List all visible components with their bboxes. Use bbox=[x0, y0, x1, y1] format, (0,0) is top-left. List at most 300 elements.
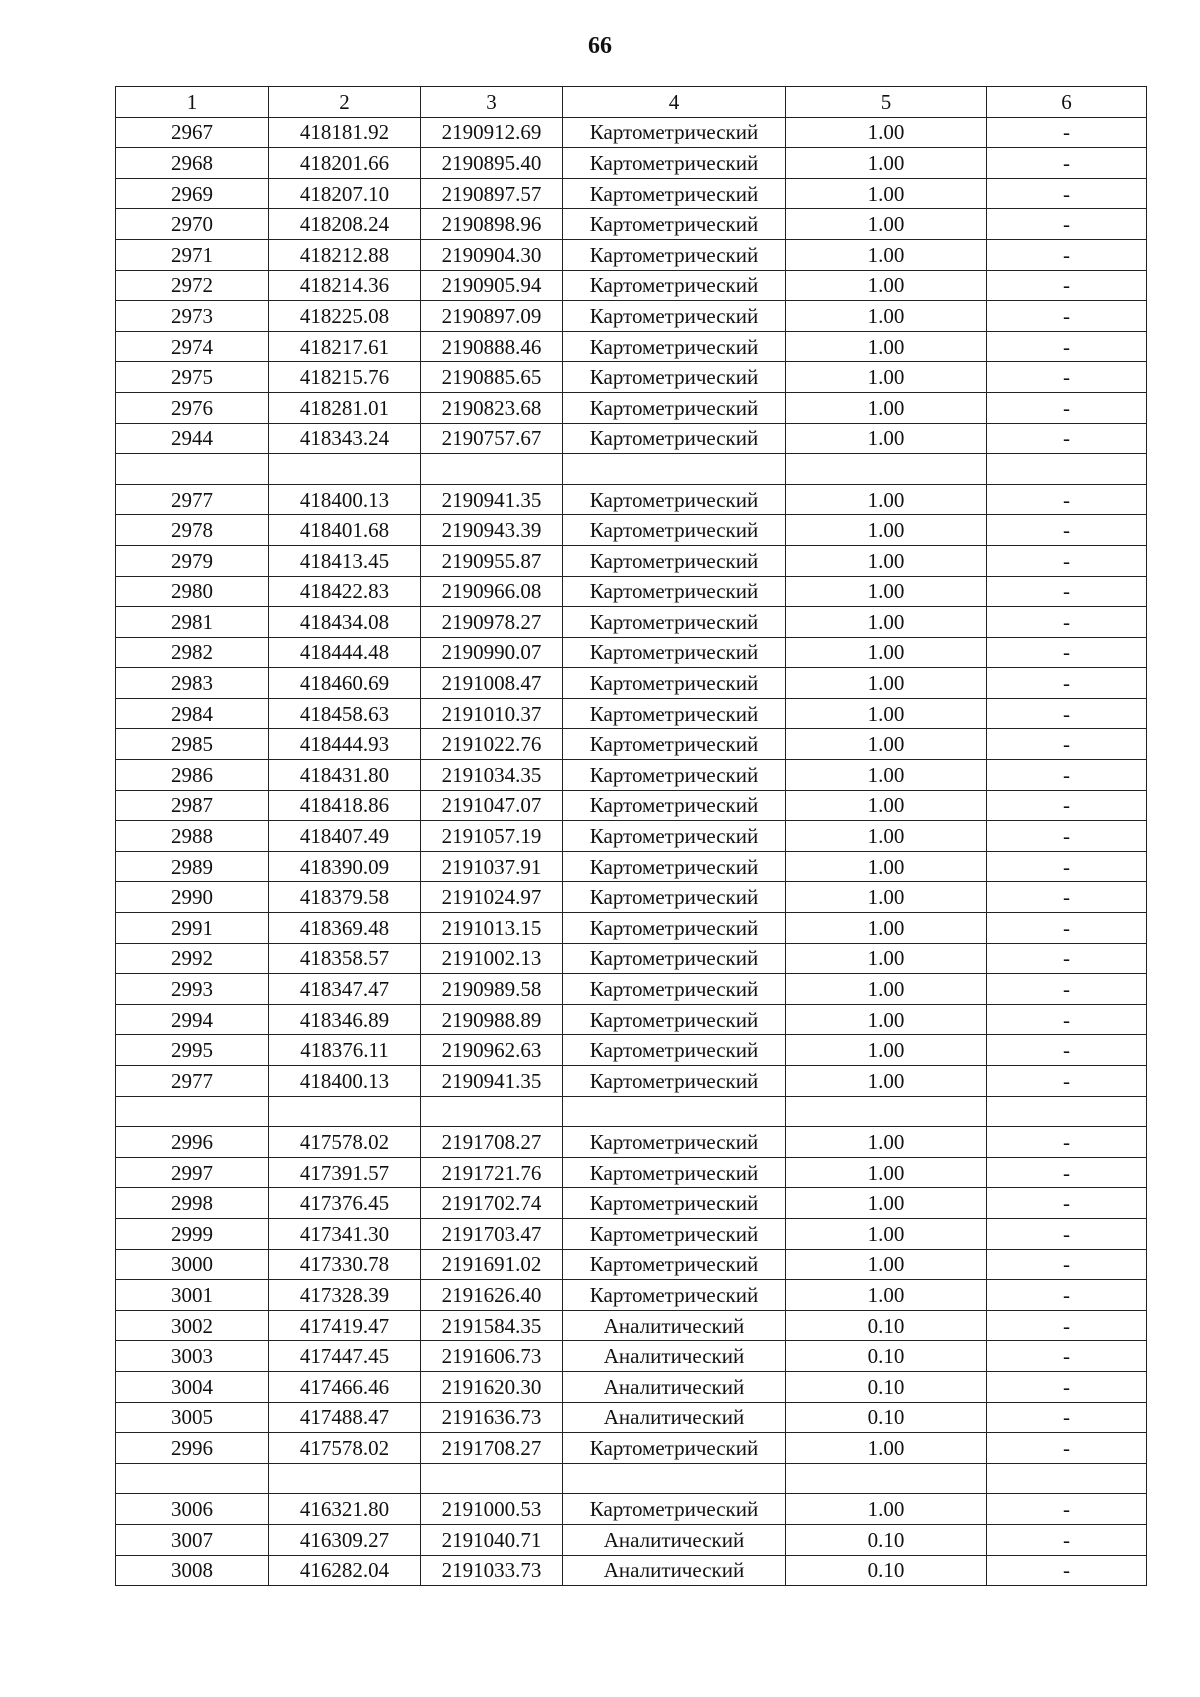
table-row bbox=[116, 392, 1147, 423]
point-number-cell: 2986 bbox=[116, 760, 269, 791]
table-row bbox=[116, 1218, 1147, 1249]
point-number-cell: 2944 bbox=[116, 423, 269, 454]
method-cell: Картометрический bbox=[563, 607, 786, 638]
point-number-cell: 2970 bbox=[116, 209, 269, 240]
y-coordinate-cell: 2190988.89 bbox=[421, 1004, 563, 1035]
point-number-cell: 2998 bbox=[116, 1188, 269, 1219]
note-cell: - bbox=[987, 270, 1147, 301]
point-number-cell: 2973 bbox=[116, 301, 269, 332]
x-coordinate-cell: 417488.47 bbox=[269, 1402, 421, 1433]
x-coordinate-cell: 418212.88 bbox=[269, 239, 421, 270]
y-coordinate-cell: 2190966.08 bbox=[421, 576, 563, 607]
x-coordinate-cell: 418431.80 bbox=[269, 760, 421, 791]
point-number-cell: 2971 bbox=[116, 239, 269, 270]
table-row bbox=[116, 1035, 1147, 1066]
point-number-cell: 2978 bbox=[116, 515, 269, 546]
accuracy-cell: 1.00 bbox=[786, 1494, 987, 1525]
table-row bbox=[116, 1371, 1147, 1402]
x-coordinate-cell: 418358.57 bbox=[269, 943, 421, 974]
coordinates-table bbox=[115, 86, 1147, 1586]
note-cell: - bbox=[987, 1433, 1147, 1464]
note-cell: - bbox=[987, 1188, 1147, 1219]
method-cell: Картометрический bbox=[563, 974, 786, 1005]
note-cell: - bbox=[987, 301, 1147, 332]
x-coordinate-cell: 416282.04 bbox=[269, 1555, 421, 1586]
method-cell: Картометрический bbox=[563, 576, 786, 607]
note-cell: - bbox=[987, 1249, 1147, 1280]
accuracy-cell: 1.00 bbox=[786, 851, 987, 882]
method-cell: Картометрический bbox=[563, 1066, 786, 1097]
method-cell: Картометрический bbox=[563, 1280, 786, 1311]
table-row bbox=[116, 1096, 1147, 1127]
table-row bbox=[116, 1249, 1147, 1280]
accuracy-cell: 1.00 bbox=[786, 1157, 987, 1188]
point-number-cell: 2995 bbox=[116, 1035, 269, 1066]
x-coordinate-cell: 418460.69 bbox=[269, 668, 421, 699]
x-coordinate-cell: 418390.09 bbox=[269, 851, 421, 882]
method-cell bbox=[563, 1463, 786, 1494]
table-row bbox=[116, 484, 1147, 515]
accuracy-cell: 0.10 bbox=[786, 1371, 987, 1402]
table-row bbox=[116, 545, 1147, 576]
x-coordinate-cell: 417328.39 bbox=[269, 1280, 421, 1311]
method-cell: Картометрический bbox=[563, 545, 786, 576]
x-coordinate-cell: 418369.48 bbox=[269, 913, 421, 944]
y-coordinate-cell: 2191691.02 bbox=[421, 1249, 563, 1280]
y-coordinate-cell: 2190943.39 bbox=[421, 515, 563, 546]
accuracy-cell: 1.00 bbox=[786, 1280, 987, 1311]
method-cell: Аналитический bbox=[563, 1555, 786, 1586]
note-cell: - bbox=[987, 423, 1147, 454]
y-coordinate-cell: 2191057.19 bbox=[421, 821, 563, 852]
method-cell: Картометрический bbox=[563, 851, 786, 882]
y-coordinate-cell: 2191024.97 bbox=[421, 882, 563, 913]
x-coordinate-cell: 418407.49 bbox=[269, 821, 421, 852]
note-cell: - bbox=[987, 117, 1147, 148]
accuracy-cell: 1.00 bbox=[786, 882, 987, 913]
x-coordinate-cell bbox=[269, 454, 421, 485]
table-row bbox=[116, 362, 1147, 393]
accuracy-cell: 1.00 bbox=[786, 1218, 987, 1249]
point-number-cell bbox=[116, 454, 269, 485]
accuracy-cell: 0.10 bbox=[786, 1310, 987, 1341]
y-coordinate-cell: 2190978.27 bbox=[421, 607, 563, 638]
y-coordinate-cell: 2190990.07 bbox=[421, 637, 563, 668]
table-row bbox=[116, 637, 1147, 668]
y-coordinate-cell: 2191702.74 bbox=[421, 1188, 563, 1219]
x-coordinate-cell: 418401.68 bbox=[269, 515, 421, 546]
note-cell: - bbox=[987, 851, 1147, 882]
table-row bbox=[116, 1004, 1147, 1035]
table-row bbox=[116, 209, 1147, 240]
column-header: 1 bbox=[116, 87, 269, 118]
column-header: 2 bbox=[269, 87, 421, 118]
y-coordinate-cell: 2190904.30 bbox=[421, 239, 563, 270]
note-cell: - bbox=[987, 1371, 1147, 1402]
x-coordinate-cell: 417419.47 bbox=[269, 1310, 421, 1341]
note-cell: - bbox=[987, 974, 1147, 1005]
note-cell: - bbox=[987, 1066, 1147, 1097]
note-cell: - bbox=[987, 1310, 1147, 1341]
x-coordinate-cell: 418422.83 bbox=[269, 576, 421, 607]
method-cell: Картометрический bbox=[563, 362, 786, 393]
method-cell: Картометрический bbox=[563, 117, 786, 148]
note-cell: - bbox=[987, 209, 1147, 240]
accuracy-cell: 1.00 bbox=[786, 943, 987, 974]
accuracy-cell: 1.00 bbox=[786, 209, 987, 240]
note-cell bbox=[987, 1463, 1147, 1494]
accuracy-cell: 1.00 bbox=[786, 515, 987, 546]
note-cell: - bbox=[987, 1524, 1147, 1555]
y-coordinate-cell: 2191008.47 bbox=[421, 668, 563, 699]
y-coordinate-cell bbox=[421, 1463, 563, 1494]
method-cell: Картометрический bbox=[563, 790, 786, 821]
x-coordinate-cell: 418281.01 bbox=[269, 392, 421, 423]
point-number-cell: 2992 bbox=[116, 943, 269, 974]
method-cell: Аналитический bbox=[563, 1371, 786, 1402]
y-coordinate-cell: 2191708.27 bbox=[421, 1433, 563, 1464]
note-cell: - bbox=[987, 607, 1147, 638]
note-cell: - bbox=[987, 362, 1147, 393]
table-row bbox=[116, 1127, 1147, 1158]
y-coordinate-cell: 2190888.46 bbox=[421, 331, 563, 362]
table-row bbox=[116, 423, 1147, 454]
point-number-cell: 2984 bbox=[116, 698, 269, 729]
x-coordinate-cell: 417341.30 bbox=[269, 1218, 421, 1249]
note-cell: - bbox=[987, 515, 1147, 546]
accuracy-cell: 1.00 bbox=[786, 545, 987, 576]
point-number-cell: 3002 bbox=[116, 1310, 269, 1341]
point-number-cell bbox=[116, 1096, 269, 1127]
accuracy-cell: 1.00 bbox=[786, 974, 987, 1005]
y-coordinate-cell: 2190823.68 bbox=[421, 392, 563, 423]
note-cell: - bbox=[987, 331, 1147, 362]
point-number-cell: 3003 bbox=[116, 1341, 269, 1372]
table-row bbox=[116, 1341, 1147, 1372]
point-number-cell: 2991 bbox=[116, 913, 269, 944]
table-row bbox=[116, 1188, 1147, 1219]
point-number-cell: 2985 bbox=[116, 729, 269, 760]
y-coordinate-cell: 2190941.35 bbox=[421, 1066, 563, 1097]
method-cell: Картометрический bbox=[563, 729, 786, 760]
accuracy-cell bbox=[786, 1096, 987, 1127]
method-cell: Картометрический bbox=[563, 1127, 786, 1158]
x-coordinate-cell: 418444.48 bbox=[269, 637, 421, 668]
note-cell: - bbox=[987, 790, 1147, 821]
table-row bbox=[116, 148, 1147, 179]
accuracy-cell: 1.00 bbox=[786, 117, 987, 148]
y-coordinate-cell: 2190955.87 bbox=[421, 545, 563, 576]
table-row bbox=[116, 821, 1147, 852]
accuracy-cell: 1.00 bbox=[786, 1035, 987, 1066]
method-cell bbox=[563, 1096, 786, 1127]
y-coordinate-cell: 2191584.35 bbox=[421, 1310, 563, 1341]
note-cell: - bbox=[987, 821, 1147, 852]
y-coordinate-cell: 2190941.35 bbox=[421, 484, 563, 515]
accuracy-cell: 1.00 bbox=[786, 668, 987, 699]
accuracy-cell: 0.10 bbox=[786, 1524, 987, 1555]
point-number-cell: 2981 bbox=[116, 607, 269, 638]
accuracy-cell: 1.00 bbox=[786, 1188, 987, 1219]
x-coordinate-cell: 418214.36 bbox=[269, 270, 421, 301]
y-coordinate-cell: 2191022.76 bbox=[421, 729, 563, 760]
x-coordinate-cell: 418215.76 bbox=[269, 362, 421, 393]
point-number-cell: 2997 bbox=[116, 1157, 269, 1188]
table-row bbox=[116, 943, 1147, 974]
note-cell: - bbox=[987, 1402, 1147, 1433]
point-number-cell: 2968 bbox=[116, 148, 269, 179]
accuracy-cell: 0.10 bbox=[786, 1341, 987, 1372]
accuracy-cell: 1.00 bbox=[786, 607, 987, 638]
table-row bbox=[116, 270, 1147, 301]
y-coordinate-cell: 2190989.58 bbox=[421, 974, 563, 1005]
accuracy-cell: 1.00 bbox=[786, 913, 987, 944]
accuracy-cell: 1.00 bbox=[786, 760, 987, 791]
note-cell bbox=[987, 454, 1147, 485]
point-number-cell: 2982 bbox=[116, 637, 269, 668]
x-coordinate-cell bbox=[269, 1463, 421, 1494]
point-number-cell: 2976 bbox=[116, 392, 269, 423]
x-coordinate-cell: 418400.13 bbox=[269, 484, 421, 515]
x-coordinate-cell bbox=[269, 1096, 421, 1127]
column-header: 3 bbox=[421, 87, 563, 118]
accuracy-cell: 1.00 bbox=[786, 821, 987, 852]
accuracy-cell bbox=[786, 454, 987, 485]
x-coordinate-cell: 418418.86 bbox=[269, 790, 421, 821]
method-cell: Картометрический bbox=[563, 668, 786, 699]
method-cell: Картометрический bbox=[563, 301, 786, 332]
method-cell: Картометрический bbox=[563, 1188, 786, 1219]
note-cell: - bbox=[987, 760, 1147, 791]
column-header: 4 bbox=[563, 87, 786, 118]
table-row bbox=[116, 1157, 1147, 1188]
point-number-cell bbox=[116, 1463, 269, 1494]
table-row bbox=[116, 668, 1147, 699]
y-coordinate-cell: 2190885.65 bbox=[421, 362, 563, 393]
accuracy-cell: 1.00 bbox=[786, 484, 987, 515]
x-coordinate-cell: 417447.45 bbox=[269, 1341, 421, 1372]
x-coordinate-cell: 416321.80 bbox=[269, 1494, 421, 1525]
x-coordinate-cell: 417578.02 bbox=[269, 1433, 421, 1464]
x-coordinate-cell: 417578.02 bbox=[269, 1127, 421, 1158]
x-coordinate-cell: 418347.47 bbox=[269, 974, 421, 1005]
method-cell bbox=[563, 454, 786, 485]
table-row bbox=[116, 1494, 1147, 1525]
table-row bbox=[116, 1280, 1147, 1311]
table-row bbox=[116, 882, 1147, 913]
table-body bbox=[116, 117, 1147, 1586]
table-header-row bbox=[116, 87, 1147, 118]
table-row bbox=[116, 1555, 1147, 1586]
method-cell: Картометрический bbox=[563, 423, 786, 454]
method-cell: Картометрический bbox=[563, 913, 786, 944]
y-coordinate-cell bbox=[421, 454, 563, 485]
y-coordinate-cell: 2190895.40 bbox=[421, 148, 563, 179]
accuracy-cell: 1.00 bbox=[786, 331, 987, 362]
note-cell: - bbox=[987, 913, 1147, 944]
x-coordinate-cell: 416309.27 bbox=[269, 1524, 421, 1555]
table-row bbox=[116, 178, 1147, 209]
point-number-cell: 3001 bbox=[116, 1280, 269, 1311]
y-coordinate-cell: 2191620.30 bbox=[421, 1371, 563, 1402]
accuracy-cell: 1.00 bbox=[786, 178, 987, 209]
note-cell: - bbox=[987, 943, 1147, 974]
point-number-cell: 2987 bbox=[116, 790, 269, 821]
point-number-cell: 2989 bbox=[116, 851, 269, 882]
method-cell: Картометрический bbox=[563, 1494, 786, 1525]
point-number-cell: 3007 bbox=[116, 1524, 269, 1555]
accuracy-cell: 1.00 bbox=[786, 270, 987, 301]
y-coordinate-cell: 2191708.27 bbox=[421, 1127, 563, 1158]
method-cell: Картометрический bbox=[563, 1433, 786, 1464]
point-number-cell: 2979 bbox=[116, 545, 269, 576]
accuracy-cell: 1.00 bbox=[786, 148, 987, 179]
note-cell: - bbox=[987, 178, 1147, 209]
method-cell: Аналитический bbox=[563, 1402, 786, 1433]
x-coordinate-cell: 418379.58 bbox=[269, 882, 421, 913]
method-cell: Картометрический bbox=[563, 1004, 786, 1035]
method-cell: Картометрический bbox=[563, 698, 786, 729]
table-row bbox=[116, 1433, 1147, 1464]
point-number-cell: 2988 bbox=[116, 821, 269, 852]
method-cell: Картометрический bbox=[563, 515, 786, 546]
x-coordinate-cell: 418458.63 bbox=[269, 698, 421, 729]
point-number-cell: 3006 bbox=[116, 1494, 269, 1525]
y-coordinate-cell: 2191606.73 bbox=[421, 1341, 563, 1372]
point-number-cell: 2980 bbox=[116, 576, 269, 607]
method-cell: Аналитический bbox=[563, 1310, 786, 1341]
accuracy-cell: 1.00 bbox=[786, 392, 987, 423]
y-coordinate-cell: 2191636.73 bbox=[421, 1402, 563, 1433]
x-coordinate-cell: 418376.11 bbox=[269, 1035, 421, 1066]
y-coordinate-cell: 2190962.63 bbox=[421, 1035, 563, 1066]
y-coordinate-cell: 2190905.94 bbox=[421, 270, 563, 301]
note-cell: - bbox=[987, 1218, 1147, 1249]
table-row bbox=[116, 576, 1147, 607]
note-cell: - bbox=[987, 1341, 1147, 1372]
point-number-cell: 2969 bbox=[116, 178, 269, 209]
table-row bbox=[116, 454, 1147, 485]
table-row bbox=[116, 515, 1147, 546]
method-cell: Аналитический bbox=[563, 1341, 786, 1372]
point-number-cell: 2993 bbox=[116, 974, 269, 1005]
method-cell: Картометрический bbox=[563, 882, 786, 913]
x-coordinate-cell: 417330.78 bbox=[269, 1249, 421, 1280]
y-coordinate-cell bbox=[421, 1096, 563, 1127]
table-row bbox=[116, 607, 1147, 638]
note-cell: - bbox=[987, 1494, 1147, 1525]
accuracy-cell: 1.00 bbox=[786, 1433, 987, 1464]
method-cell: Картометрический bbox=[563, 178, 786, 209]
note-cell: - bbox=[987, 576, 1147, 607]
y-coordinate-cell: 2191010.37 bbox=[421, 698, 563, 729]
point-number-cell: 3004 bbox=[116, 1371, 269, 1402]
accuracy-cell: 1.00 bbox=[786, 1127, 987, 1158]
point-number-cell: 2994 bbox=[116, 1004, 269, 1035]
accuracy-cell: 1.00 bbox=[786, 1066, 987, 1097]
note-cell: - bbox=[987, 1555, 1147, 1586]
method-cell: Картометрический bbox=[563, 821, 786, 852]
x-coordinate-cell: 418444.93 bbox=[269, 729, 421, 760]
x-coordinate-cell: 418343.24 bbox=[269, 423, 421, 454]
x-coordinate-cell: 417376.45 bbox=[269, 1188, 421, 1219]
y-coordinate-cell: 2191703.47 bbox=[421, 1218, 563, 1249]
x-coordinate-cell: 417466.46 bbox=[269, 1371, 421, 1402]
table-row bbox=[116, 974, 1147, 1005]
accuracy-cell: 1.00 bbox=[786, 576, 987, 607]
accuracy-cell: 1.00 bbox=[786, 362, 987, 393]
note-cell: - bbox=[987, 148, 1147, 179]
point-number-cell: 3000 bbox=[116, 1249, 269, 1280]
y-coordinate-cell: 2191002.13 bbox=[421, 943, 563, 974]
page-number: 66 bbox=[588, 33, 612, 59]
table-row bbox=[116, 729, 1147, 760]
y-coordinate-cell: 2190912.69 bbox=[421, 117, 563, 148]
table-row bbox=[116, 913, 1147, 944]
table-row bbox=[116, 331, 1147, 362]
x-coordinate-cell: 417391.57 bbox=[269, 1157, 421, 1188]
point-number-cell: 2972 bbox=[116, 270, 269, 301]
method-cell: Картометрический bbox=[563, 239, 786, 270]
accuracy-cell: 0.10 bbox=[786, 1402, 987, 1433]
point-number-cell: 2996 bbox=[116, 1433, 269, 1464]
accuracy-cell: 1.00 bbox=[786, 637, 987, 668]
x-coordinate-cell: 418413.45 bbox=[269, 545, 421, 576]
note-cell: - bbox=[987, 1035, 1147, 1066]
table-row bbox=[116, 301, 1147, 332]
method-cell: Картометрический bbox=[563, 148, 786, 179]
accuracy-cell: 1.00 bbox=[786, 239, 987, 270]
accuracy-cell: 1.00 bbox=[786, 790, 987, 821]
accuracy-cell: 0.10 bbox=[786, 1555, 987, 1586]
x-coordinate-cell: 418434.08 bbox=[269, 607, 421, 638]
accuracy-cell bbox=[786, 1463, 987, 1494]
y-coordinate-cell: 2191626.40 bbox=[421, 1280, 563, 1311]
y-coordinate-cell: 2190897.09 bbox=[421, 301, 563, 332]
method-cell: Аналитический bbox=[563, 1524, 786, 1555]
accuracy-cell: 1.00 bbox=[786, 698, 987, 729]
point-number-cell: 2975 bbox=[116, 362, 269, 393]
point-number-cell: 3005 bbox=[116, 1402, 269, 1433]
y-coordinate-cell: 2191000.53 bbox=[421, 1494, 563, 1525]
accuracy-cell: 1.00 bbox=[786, 423, 987, 454]
accuracy-cell: 1.00 bbox=[786, 1004, 987, 1035]
point-number-cell: 2977 bbox=[116, 1066, 269, 1097]
note-cell: - bbox=[987, 484, 1147, 515]
point-number-cell: 2977 bbox=[116, 484, 269, 515]
table-row bbox=[116, 790, 1147, 821]
x-coordinate-cell: 418201.66 bbox=[269, 148, 421, 179]
table-row bbox=[116, 1310, 1147, 1341]
table-row bbox=[116, 117, 1147, 148]
note-cell: - bbox=[987, 1127, 1147, 1158]
method-cell: Картометрический bbox=[563, 1157, 786, 1188]
table-row bbox=[116, 851, 1147, 882]
note-cell: - bbox=[987, 882, 1147, 913]
y-coordinate-cell: 2191034.35 bbox=[421, 760, 563, 791]
method-cell: Картометрический bbox=[563, 1218, 786, 1249]
table-row bbox=[116, 760, 1147, 791]
x-coordinate-cell: 418400.13 bbox=[269, 1066, 421, 1097]
column-header: 6 bbox=[987, 87, 1147, 118]
note-cell: - bbox=[987, 698, 1147, 729]
x-coordinate-cell: 418217.61 bbox=[269, 331, 421, 362]
y-coordinate-cell: 2190898.96 bbox=[421, 209, 563, 240]
note-cell bbox=[987, 1096, 1147, 1127]
table-row bbox=[116, 239, 1147, 270]
y-coordinate-cell: 2191033.73 bbox=[421, 1555, 563, 1586]
table-row bbox=[116, 1524, 1147, 1555]
